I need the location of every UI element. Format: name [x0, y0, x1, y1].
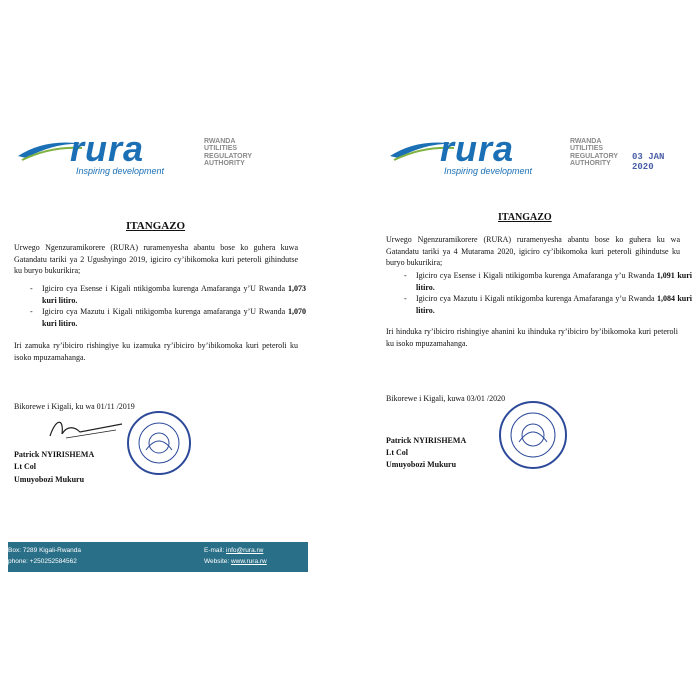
list-item: - Igiciro cya Mazutu i Kigali ntikigomba kurenga Amafaranga y’u Rwanda 1,084 kuri litiro.	[416, 293, 692, 316]
signatory-rank: Lt Col	[386, 448, 408, 457]
rura-logo	[16, 130, 306, 180]
signatory-rank: Lt Col	[14, 462, 36, 471]
list-item: - Igiciro cya Mazutu i Kigali ntikigomba kurenga amafaranga y’U Rwanda 1,070 kuri litiro.	[42, 306, 306, 329]
intro-paragraph: Urwego Ngenzuramikorere (RURA) ruramenyesha abantu bose ko guhera ku wa Gatandatu tariki ya 4 Mutarama 2020, igiciro cy’ibikomoka kuri peteroli gihindutse ku buryo bukurikira;	[386, 235, 680, 267]
signatory-role: Umuyobozi Mukuru	[14, 475, 85, 484]
closing-paragraph: Iri hinduka ry’ibiciro rishingiye ahanini ku ihinduka ry’ibiciro by’ibikomoka kuri peteroli ku isoko mpuzamahanga.	[386, 327, 678, 348]
date-line: Bikorewe i Kigali, ku wa 01/11 /2019	[14, 402, 135, 411]
list-item: - Igiciro cya Esense i Kigali ntikigomba kurenga Amafaranga y’U Rwanda 1,073 kuri litiro.	[42, 283, 306, 306]
list-item: - Igiciro cya Esense i Kigali ntikigomba kurenga Amafaranga y’u Rwanda 1,091 kuri litiro.	[416, 270, 692, 293]
signature-icon	[46, 414, 126, 444]
logo-authority-text: RWANDA UTILITIES REGULATORY AUTHORITY	[204, 138, 253, 168]
signatory-name: Patrick NYIRISHEMA	[386, 436, 467, 445]
received-date-stamp: 03 JAN 2020	[632, 152, 665, 172]
price-list	[398, 270, 692, 316]
announcement-title: ITANGAZO	[126, 220, 186, 232]
right-announcement-document	[384, 118, 693, 558]
logo-authority-text: RWANDA UTILITIES REGULATORY AUTHORITY	[570, 138, 619, 168]
signatory-name: Patrick NYIRISHEMA	[14, 450, 95, 459]
rura-logo	[388, 130, 688, 180]
footer-pobox: Box: 7289 Kigali-Rwanda	[8, 547, 81, 554]
logo-wordmark: rura	[440, 128, 515, 169]
footer-website: Website: www.rura.rw	[204, 558, 267, 565]
official-seal-icon	[126, 410, 192, 476]
footer-email: E-mail: info@rura.rw	[204, 547, 264, 554]
price-list	[24, 283, 306, 329]
closing-paragraph: Iri zamuka ry’ibiciro rishingiye ku izamuka ry’ibiciro by’ibikomoka kuri peteroli ku isoko mpuzamahanga.	[14, 341, 298, 362]
logo-tagline: Inspiring development	[76, 166, 165, 176]
signatory-role: Umuyobozi Mukuru	[386, 460, 457, 469]
logo-wordmark: rura	[70, 128, 145, 169]
logo-tagline: Inspiring development	[444, 166, 533, 176]
announcement-title: ITANGAZO	[498, 212, 552, 223]
official-seal-icon	[498, 400, 568, 470]
footer-phone: phone: +250252584562	[8, 558, 77, 565]
date-line: Bikorewe i Kigali, kuwa 03/01 /2020	[386, 394, 506, 403]
contact-footer	[8, 542, 308, 572]
left-announcement-document	[8, 118, 308, 576]
intro-paragraph: Urwego Ngenzuramikorere (RURA) ruramenyesha abantu bose ko guhera kuwa Gatandatu tariki ya 2 Ugushyingo 2019, igiciro cy’ibikomoka kuri peteroli gihindutse ku buryo bukurikira;	[14, 243, 298, 275]
